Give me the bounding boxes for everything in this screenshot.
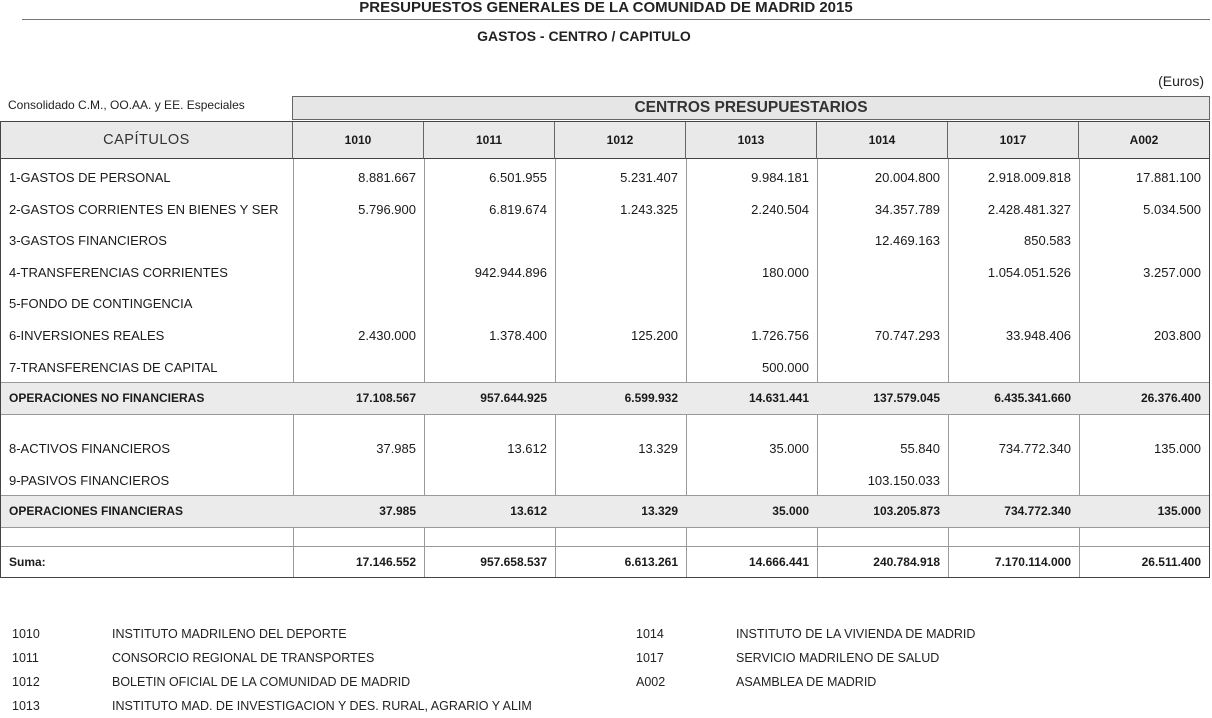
row-label: Suma:	[9, 555, 46, 569]
column-header: 1017	[948, 122, 1079, 159]
value-cell: 942.944.896	[474, 265, 547, 280]
legend-code: 1017	[636, 651, 664, 665]
value-cell: 6.435.341.660	[994, 391, 1071, 405]
value-cell: 20.004.800	[874, 170, 940, 185]
legend-item	[12, 646, 612, 670]
value-cell: 1.726.756	[751, 328, 809, 343]
value-cell: 2.428.481.327	[987, 202, 1071, 217]
consolidated-label: Consolidado C.M., OO.AA. y EE. Especiales	[8, 98, 245, 112]
value-cell: 37.985	[379, 504, 416, 518]
row-label: 8-ACTIVOS FINANCIEROS	[9, 441, 171, 456]
value-cell: 2.240.504	[751, 202, 809, 217]
value-cell: 1.054.051.526	[987, 265, 1071, 280]
column-header: 1011	[424, 122, 555, 159]
value-cell: 17.108.567	[355, 391, 416, 405]
legend-item	[12, 694, 612, 718]
value-cell: 180.000	[762, 265, 809, 280]
value-cell: 1.243.325	[620, 202, 678, 217]
value-cell: 6.501.955	[489, 170, 547, 185]
legend-name: BOLETIN OFICIAL DE LA COMUNIDAD DE MADRID	[112, 675, 411, 689]
legend-left	[12, 622, 612, 718]
legend-item	[636, 670, 1206, 694]
value-cell: 13.612	[507, 441, 547, 456]
value-cell: 33.948.406	[1005, 328, 1071, 343]
row-label: 4-TRANSFERENCIAS CORRIENTES	[9, 265, 228, 280]
value-cell: 26.376.400	[1140, 391, 1201, 405]
legend-name: INSTITUTO MAD. DE INVESTIGACION Y DES. RURAL, AGRARIO Y ALIM	[112, 699, 532, 713]
legend-name: ASAMBLEA DE MADRID	[736, 675, 877, 689]
value-cell: 35.000	[772, 504, 809, 518]
value-cell: 125.200	[631, 328, 678, 343]
value-cell: 103.150.033	[867, 473, 940, 488]
legend-code: 1012	[12, 675, 40, 689]
legend-item	[12, 670, 612, 694]
column-header: 1010	[293, 122, 424, 159]
value-cell: 17.881.100	[1135, 170, 1201, 185]
value-cell: 70.747.293	[874, 328, 940, 343]
table-row	[1, 257, 1209, 288]
value-cell: 9.984.181	[751, 170, 809, 185]
legend-code: 1014	[636, 627, 664, 641]
column-header: 1013	[686, 122, 817, 159]
value-cell: 957.658.537	[480, 555, 547, 569]
value-cell: 103.205.873	[873, 504, 940, 518]
centros-header: CENTROS PRESUPUESTARIOS	[292, 96, 1210, 120]
legend-item	[636, 622, 1206, 646]
value-cell: 137.579.045	[873, 391, 940, 405]
legend-item	[12, 622, 612, 646]
value-cell: 55.840	[900, 441, 940, 456]
legend-name: INSTITUTO MADRILENO DEL DEPORTE	[112, 627, 347, 641]
value-cell: 240.784.918	[873, 555, 940, 569]
value-cell: 13.612	[510, 504, 547, 518]
row-label: OPERACIONES NO FINANCIERAS	[9, 391, 205, 405]
legend-code: 1010	[12, 627, 40, 641]
value-cell: 34.357.789	[874, 202, 940, 217]
legend-right	[636, 622, 1206, 694]
legend-code: 1013	[12, 699, 40, 713]
value-cell: 13.329	[641, 504, 678, 518]
table-row	[1, 162, 1209, 193]
row-label: 9-PASIVOS FINANCIEROS	[9, 473, 170, 488]
row-label: 5-FONDO DE CONTINGENCIA	[9, 296, 193, 311]
column-header: 1012	[555, 122, 686, 159]
value-cell: 1.378.400	[489, 328, 547, 343]
value-cell: 5.796.900	[358, 202, 416, 217]
table-row	[1, 225, 1209, 256]
table-row	[1, 433, 1209, 464]
value-cell: 3.257.000	[1143, 265, 1201, 280]
legend-name: INSTITUTO DE LA VIVIENDA DE MADRID	[736, 627, 976, 641]
row-label: 2-GASTOS CORRIENTES EN BIENES Y SER	[9, 202, 279, 217]
row-label: 3-GASTOS FINANCIEROS	[9, 233, 167, 248]
table-row	[1, 194, 1209, 225]
value-cell: 7.170.114.000	[994, 555, 1071, 569]
title-divider	[22, 19, 1210, 20]
report-title: PRESUPUESTOS GENERALES DE LA COMUNIDAD DE MADRID 2015	[359, 0, 853, 16]
value-cell: 734.772.340	[1004, 504, 1071, 518]
value-cell: 17.146.552	[355, 555, 416, 569]
table-row	[1, 465, 1209, 496]
value-cell: 2.918.009.818	[987, 170, 1071, 185]
column-header: 1014	[817, 122, 948, 159]
value-cell: 135.000	[1154, 441, 1201, 456]
value-cell: 135.000	[1157, 504, 1201, 518]
value-cell: 2.430.000	[358, 328, 416, 343]
value-cell: 957.644.925	[480, 391, 547, 405]
value-cell: 500.000	[762, 360, 809, 375]
table-row	[1, 320, 1209, 351]
legend-code: A002	[636, 675, 666, 689]
row-label: OPERACIONES FINANCIERAS	[9, 504, 184, 518]
table-row	[1, 352, 1209, 383]
legend-name: CONSORCIO REGIONAL DE TRANSPORTES	[112, 651, 375, 665]
legend-item	[636, 646, 1206, 670]
value-cell: 14.631.441	[748, 391, 809, 405]
value-cell: 203.800	[1154, 328, 1201, 343]
capitulos-header: CAPÍTULOS	[1, 122, 293, 159]
row-separator	[1, 414, 1209, 415]
value-cell: 14.666.441	[748, 555, 809, 569]
table-row	[1, 288, 1209, 319]
total-row	[1, 496, 1209, 527]
legend-code: 1011	[12, 651, 39, 665]
legend-name: SERVICIO MADRILENO DE SALUD	[736, 651, 940, 665]
row-separator	[1, 527, 1209, 528]
value-cell: 734.772.340	[998, 441, 1071, 456]
row-label: 1-GASTOS DE PERSONAL	[9, 170, 171, 185]
value-cell: 35.000	[769, 441, 809, 456]
value-cell: 6.613.261	[624, 555, 678, 569]
total-row	[1, 383, 1209, 414]
column-header: A002	[1079, 122, 1209, 159]
units-label: (Euros)	[1158, 73, 1204, 89]
value-cell: 850.583	[1024, 233, 1071, 248]
value-cell: 6.819.674	[489, 202, 547, 217]
value-cell: 37.985	[376, 441, 416, 456]
value-cell: 13.329	[638, 441, 678, 456]
value-cell: 6.599.932	[624, 391, 678, 405]
report-subtitle: GASTOS - CENTRO / CAPITULO	[477, 28, 691, 44]
value-cell: 5.231.407	[620, 170, 678, 185]
row-label: 7-TRANSFERENCIAS DE CAPITAL	[9, 360, 218, 375]
budget-table	[0, 121, 1210, 578]
total-row	[1, 547, 1209, 578]
row-label: 6-INVERSIONES REALES	[9, 328, 165, 343]
value-cell: 8.881.667	[358, 170, 416, 185]
value-cell: 26.511.400	[1141, 555, 1201, 569]
value-cell: 5.034.500	[1143, 202, 1201, 217]
value-cell: 12.469.163	[874, 233, 940, 248]
